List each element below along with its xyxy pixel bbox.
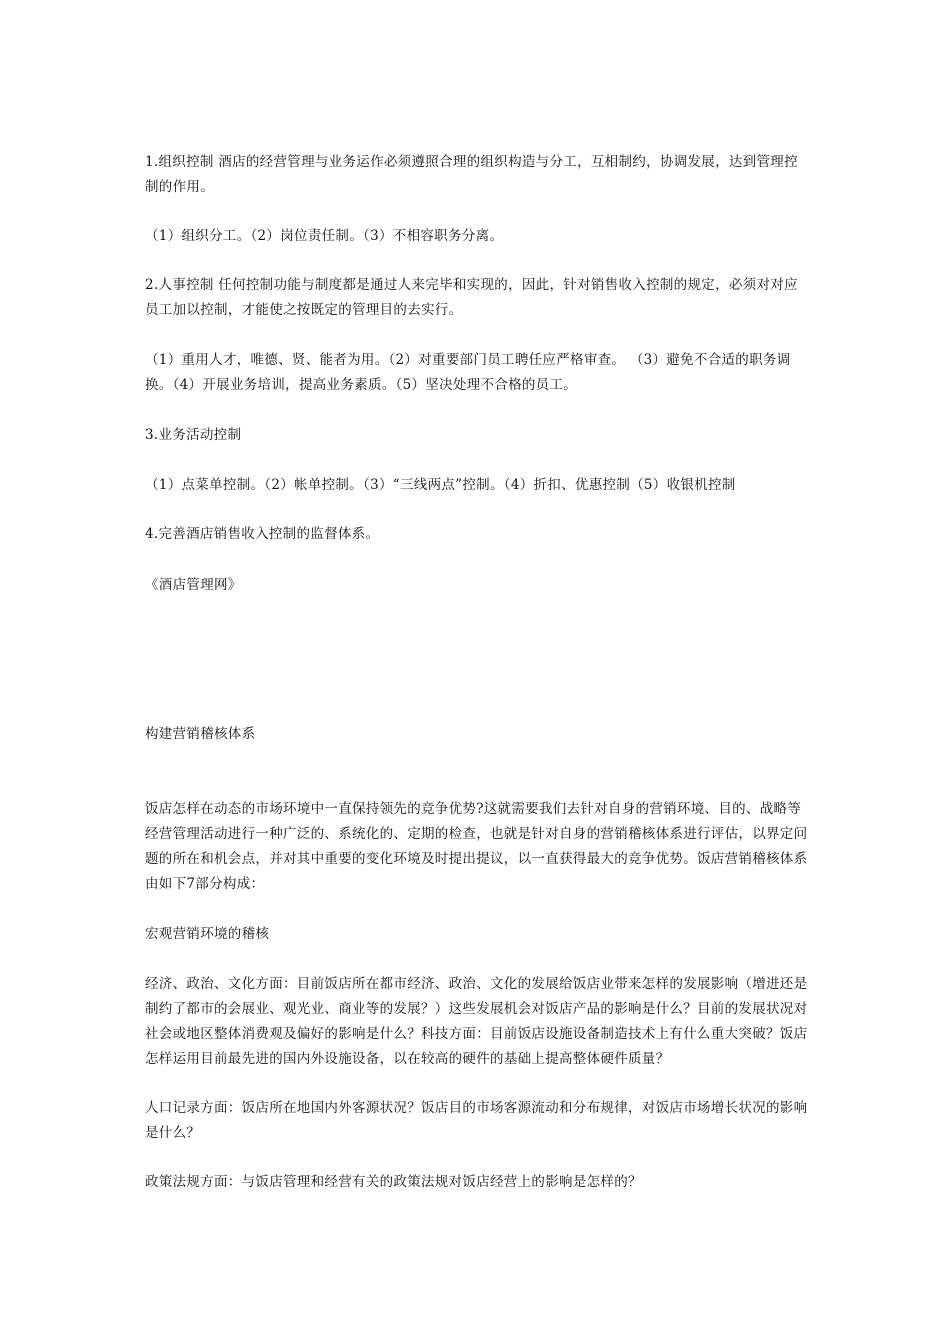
paragraph-organization-control: 1.组织控制 酒店的经营管理与业务运作必须遵照合理的组织构造与分工，互相制约，协调发展，达到管理控制的作用。 [145, 154, 798, 195]
paragraph-business-control: 3.业务活动控制 [145, 427, 242, 443]
paragraph-population: 人口记录方面：饭店所在地国内外客源状况？饭店目的市场客源流动和分布规律，对饭店市场增长状况的影响是什么？ [145, 1100, 808, 1141]
paragraph-personnel-control: 2.人事控制 任何控制功能与制度都是通过人来完毕和实现的，因此，针对销售收入控制的规定，必须对对应员工加以控制，才能使之按既定的管理目的去实行。 [145, 277, 798, 318]
paragraph-economy-politics-culture: 经济、政治、文化方面：目前饭店所在都市经济、政治、文化的发展给饭店业带来怎样的发展影响（增进还是制约了都市的会展业、观光业、商业等的发展？）这些发展机会对饭店产品的影响是什么？目前的发展状况对社会或地区整体消费观及偏好的影响是什么？科技方面：目前饭店设施设备制造技术上有什么重大突破？饭店怎样运用目前最先进的国内外设施设备，以在较高的硬件的基础上提高整体硬件质量？ [145, 976, 808, 1067]
paragraph-personnel-items: （1）重用人才，唯德、贤、能者为用。（2）对重要部门员工聘任应严格审查。 （3）避免不合适的职务调换。（4）开展业务培训，提高业务素质。（5）坚决处理不合格的员工。 [145, 352, 791, 393]
paragraph-organization-items: （1）组织分工。（2）岗位责任制。（3）不相容职务分离。 [145, 228, 504, 244]
paragraph-macro-environment-heading: 宏观营销环境的稽核 [145, 926, 270, 942]
section-title: 构建营销稽核体系 [145, 726, 256, 742]
paragraph-marketing-audit-intro: 饭店怎样在动态的市场环境中一直保持领先的竞争优势?这就需要我们去针对自身的营销环境、目的、战略等经营管理活动进行一种广泛的、系统化的、定期的检查，也就是针对自身的营销稽核体系进行评估，以界定问题的所在和机会点，并对其中重要的变化环境及时提出提议，以一直获得最大的竞争优势。饭店营销稽核体系由如下7部分构成： [145, 801, 808, 892]
paragraph-policy-regulation: 政策法规方面：与饭店管理和经营有关的政策法规对饭店经营上的影响是怎样的？ [145, 1174, 642, 1190]
source-note: 《酒店管理网》 [145, 577, 242, 593]
paragraph-supervision-system: 4.完善酒店销售收入控制的监督体系。 [145, 526, 380, 542]
paragraph-business-items: （1）点菜单控制。（2）帐单控制。（3）“三线两点”控制。（4）折扣、优惠控制（5）收银机控制 [145, 477, 736, 493]
